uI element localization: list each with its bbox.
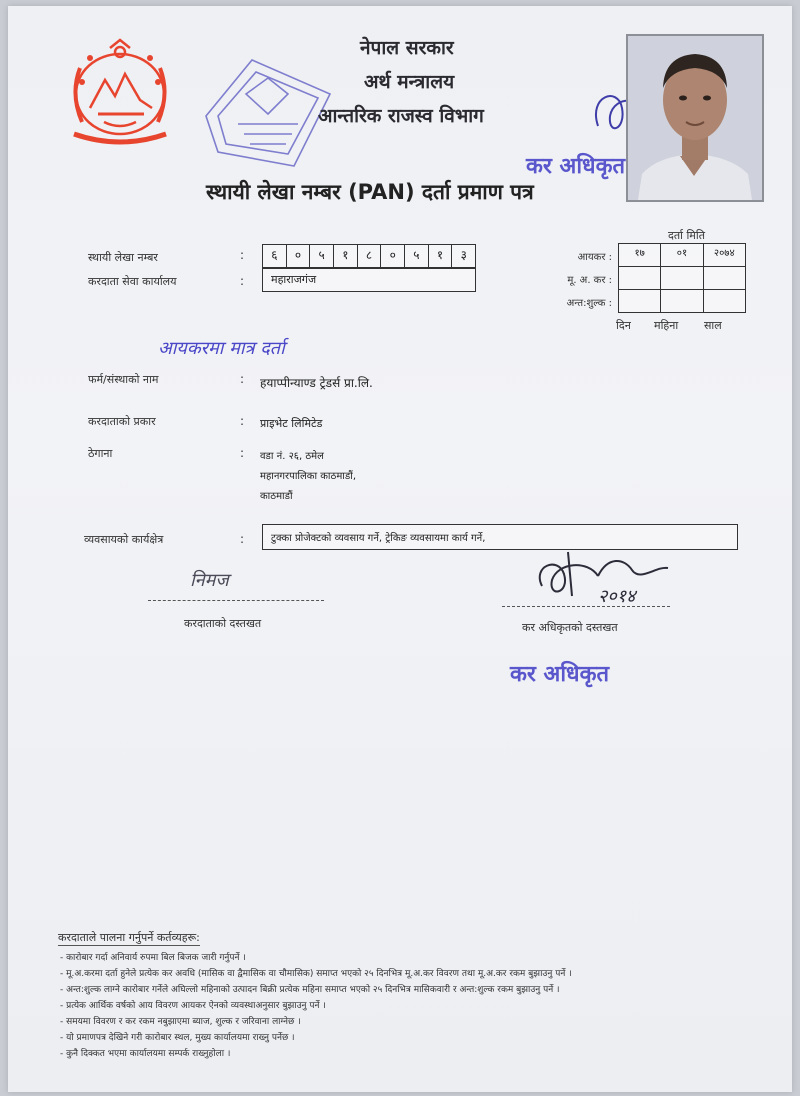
- address-label: ठेगाना: [88, 447, 113, 460]
- pan-digit-cell: १: [429, 245, 453, 267]
- office-box: [262, 268, 476, 292]
- date-cell-month: [661, 290, 703, 312]
- officer-stamp-bottom: कर अधिकृत: [510, 662, 610, 687]
- pan-digit-cell: १: [334, 245, 358, 267]
- certificate-paper: [8, 6, 792, 1092]
- nepal-emblem-icon: [60, 38, 180, 150]
- taxpayer-type-label: करदाताको प्रकार: [88, 415, 156, 428]
- pan-digit-cell: ५: [310, 245, 334, 267]
- handwritten-note: आयकरमा मात्र दर्ता: [158, 338, 285, 359]
- office-colon: :: [240, 274, 245, 288]
- business-value: टुक्का प्रोजेक्टको व्यवसाय गर्ने, ट्रेकिङ व्यवसायमा कार्य गर्ने,: [271, 533, 486, 544]
- officer-signature-number: २०१४: [598, 586, 636, 607]
- pan-colon: :: [240, 248, 245, 262]
- business-colon: :: [240, 532, 245, 546]
- header-line-department: आन्तरिक राजस्व विभाग: [318, 105, 484, 127]
- taxpayer-type-value: प्राइभेट लिमिटेड: [260, 417, 323, 430]
- applicant-photo: [626, 34, 764, 202]
- taxpayer-type-colon: :: [240, 414, 245, 428]
- address-line1: वडा नं. २६, ठमेल: [260, 451, 324, 462]
- officer-stamp-top: कर अधिकृत: [526, 154, 626, 179]
- business-label: व्यवसायको कार्यक्षेत्र: [84, 533, 164, 546]
- office-label: करदाता सेवा कार्यालय: [88, 275, 177, 288]
- date-row: [536, 290, 746, 313]
- firm-name-colon: :: [240, 372, 245, 386]
- date-cell-month: [661, 267, 703, 289]
- date-cell-year: [704, 267, 745, 289]
- taxpayer-signature-line: [148, 600, 324, 601]
- pan-digit-cell: ०: [381, 245, 405, 267]
- person-portrait-image: [628, 36, 762, 200]
- taxpayer-signature-caption: करदाताको दस्तखत: [184, 617, 262, 630]
- address-line2: महानगरपालिका काठमाडौं,: [260, 471, 357, 482]
- date-row: [536, 244, 746, 267]
- date-cell-year: [704, 290, 745, 312]
- address-line3: काठमाडौं: [260, 491, 293, 502]
- duties-list: [60, 950, 780, 1062]
- header-line-government: नेपाल सरकार: [360, 37, 454, 59]
- duty-item: - समयमा विवरण र कर रकम नबुझाएमा ब्याज, शुल्क र जरिवाना लाग्नेछ ।: [60, 1017, 301, 1027]
- pan-number-box: [262, 244, 476, 268]
- duty-item: - कारोबार गर्दा अनिवार्य रुपमा बिल बिजक जारी गर्नुपर्ने ।: [60, 953, 246, 963]
- officer-signature-line: [502, 606, 670, 607]
- pan-digit-cell: ८: [358, 245, 382, 267]
- office-seal-stamp: [198, 54, 338, 174]
- header-line-ministry: अर्थ मन्त्रालय: [364, 71, 455, 93]
- taxpayer-signature: निमज: [190, 570, 229, 591]
- date-cells: [618, 243, 746, 267]
- duty-item: - अन्त:शुल्क लाग्ने कारोबार गर्नेले अघिल्लो महिनाको उत्पादन बिक्री प्रत्येक महिना समाप्त भएको २५ दिनभित्र मासिकवारी र अन्त:शुल्क रकम बुझाउनु पर्ने ।: [60, 985, 560, 995]
- duties-heading: करदाताले पालना गर्नुपर्ने कर्तव्यहरू:: [58, 931, 200, 944]
- firm-name-label: फर्म/संस्थाको नाम: [88, 373, 159, 386]
- registration-date-table: [536, 244, 746, 313]
- date-row: [536, 267, 746, 290]
- date-row-label: अन्त:शुल्क :: [566, 297, 612, 309]
- registration-date-title: दर्ता मिति: [668, 229, 706, 242]
- officer-signature-caption: कर अधिकृतको दस्तखत: [522, 621, 618, 634]
- date-cell-year: २०७४: [713, 247, 735, 259]
- date-row-label: मू. अ. कर :: [567, 274, 612, 286]
- duty-item: - कुनै दिक्कत भएमा कार्यालयमा सम्पर्क राख्नुहोला ।: [60, 1049, 231, 1059]
- date-col-year: साल: [704, 319, 722, 332]
- date-cell-day: १७: [619, 244, 661, 266]
- address-colon: :: [240, 446, 245, 460]
- date-cells: [618, 266, 746, 290]
- pan-label: स्थायी लेखा नम्बर: [88, 251, 158, 264]
- firm-name-value: हयाप्पीन्याण्ड ट्रेडर्स प्रा.लि.: [260, 376, 373, 390]
- pan-digit-cell: ३: [460, 248, 467, 262]
- duty-item: - यो प्रमाणपत्र देखिने गरी कारोबार स्थल, मुख्य कार्यालयमा राख्नु पर्नेछ ।: [60, 1033, 295, 1043]
- certificate-title: स्थायी लेखा नम्बर (PAN) दर्ता प्रमाण पत्र: [206, 180, 534, 204]
- date-col-day: दिन: [616, 319, 631, 332]
- date-cell-day: [619, 290, 661, 312]
- pan-digit-cell: ६: [263, 245, 287, 267]
- date-row-label: आयकर :: [577, 251, 612, 263]
- date-cell-month: ०१: [661, 244, 703, 266]
- duty-item: - प्रत्येक आर्थिक वर्षको आय विवरण आयकर ऐनको व्यवस्थाअनुसार बुझाउनु पर्ने ।: [60, 1001, 326, 1011]
- duty-item: - मू.अ.करमा दर्ता हुनेले प्रत्येक कर अवधि (मासिक वा द्वैमासिक वा चौमासिक) समाप्त भएको २५ दिनभित्र मू.अ.कर विवरण तथा मू.अ.कर रकम बुझाउनु पर्ने ।: [60, 969, 572, 979]
- pan-digit-cell: ०: [287, 245, 311, 267]
- date-cells: [618, 289, 746, 313]
- pan-digit-cell: ५: [405, 245, 429, 267]
- date-col-month: महिना: [654, 319, 679, 332]
- office-value: महाराजगंज: [271, 273, 317, 286]
- date-cell-day: [619, 267, 661, 289]
